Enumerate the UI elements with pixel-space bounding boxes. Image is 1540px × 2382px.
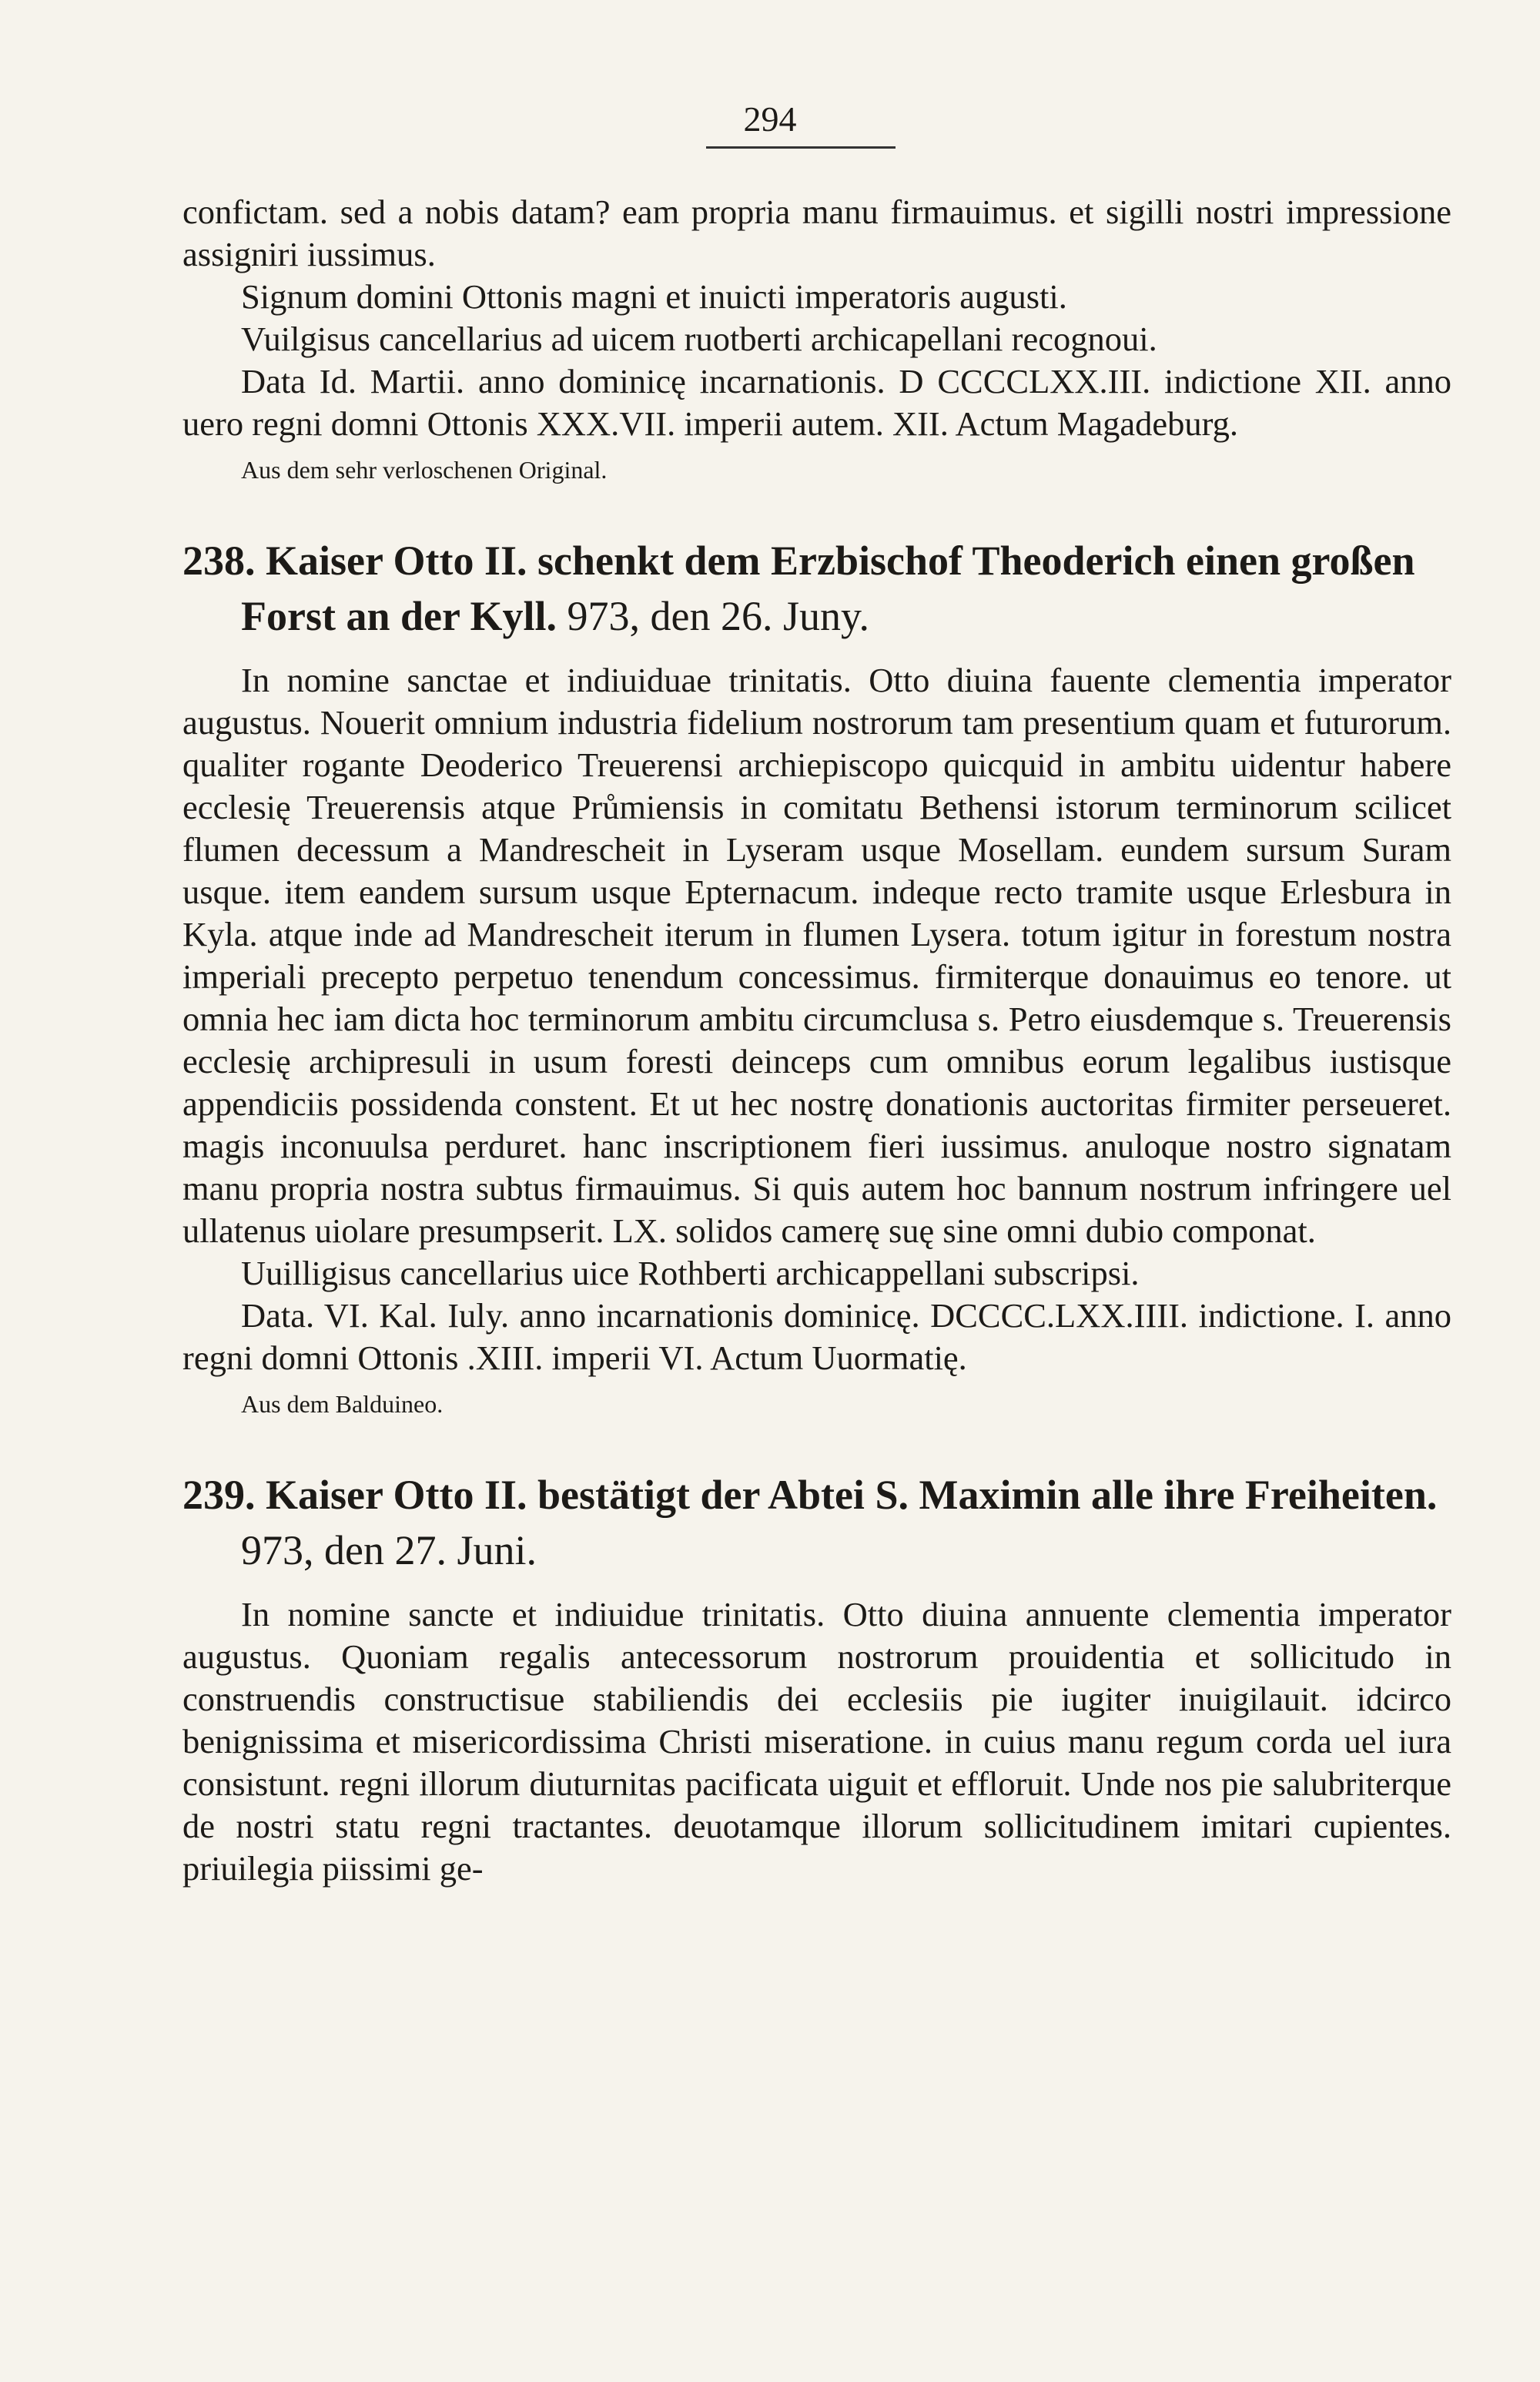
header-rule <box>706 146 896 149</box>
document-238-title: Kaiser Otto II. schenkt dem Erzbischof Theoderich einen großen Forst an der Kyll. <box>241 538 1415 639</box>
charter-end-recognition: Vuilgisus cancellarius ad uicem ruotberti archicapellani recognoui. <box>241 320 1157 358</box>
document-239-heading <box>182 1467 1451 1578</box>
document-239-date: 973, den 27. Juni. <box>241 1527 537 1573</box>
document-238-source-note: Aus dem Balduineo. <box>241 1390 444 1418</box>
document-238-subscription: Uuilligisus cancellarius uice Rothberti archicappellani subscripsi. <box>241 1254 1140 1292</box>
charter-end-signum: Signum domini Ottonis magni et inuicti imperatoris augusti. <box>241 277 1067 316</box>
document-239-body: In nomine sancte et indiuidue trinitatis. Otto diuina annuente clementia imperator augustus. Quoniam regalis antecessorum nostrorum prouidentia et sollicitudo in construendis constructisue stabiliendis dei ecclesiis pie iugiter inuigilauit. idcirco benignissima et misericordissima Christi miseratione. in cuius manu regum corda uel iura consistunt. regni illorum diuturnitas pacificata uiguit et effloruit. Unde nos pie salubriterque de nostri statu regni tractantes. deuotamque illorum sollicitudinem imitari cupientes. priuilegia piissimi ge- <box>182 1595 1451 1888</box>
document-239-title: Kaiser Otto II. bestätigt der Abtei S. Maximin alle ihre Freiheiten. <box>266 1472 1438 1518</box>
document-238-number: 238. <box>182 538 256 584</box>
document-239-number: 239. <box>182 1472 256 1518</box>
charter-end-dating: Data Id. Martii. anno dominicę incarnationis. D CCCCLXX.III. indictione XII. anno uero regni domni Ottonis XXX.VII. imperii autem. XII. Actum Magadeburg. <box>182 362 1451 443</box>
document-238-body: In nomine sanctae et indiuiduae trinitatis. Otto diuina fauente clementia imperator augustus. Nouerit omnium industria fidelium nostrorum tam presentium quam et futurorum. qualiter rogante Deoderico Treuerensi archiepiscopo quicquid in ambitu uidentur habere ecclesię Treuerensis atque Průmiensis in comitatu Bethensi istorum terminorum scilicet flumen decessum a Mandrescheit in Lyseram usque Mosellam. eundem sursum Suram usque. item eandem sursum usque Epternacum. indeque recto tramite usque Erlesbura in Kyla. atque inde ad Mandrescheit iterum in flumen Lysera. totum igitur in forestum nostra imperiali precepto perpetuo tenendum concessimus. firmiterque donauimus eo tenore. ut omnia hec iam dicta hoc terminorum ambitu circumclusa s. Petro eiusdemque s. Treuerensis ecclesię archipresuli in usum foresti deinceps cum omnibus eorum legalibus iustisque appendiciis possidenda constent. Et ut hec nostrę donationis auctoritas firmiter perseueret. magis inconuulsa perduret. hanc inscriptionem fieri iussimus. anuloque nostro signatam manu propria nostra subtus firmauimus. Si quis autem hoc bannum nostrum infringere uel ullatenus uiolare presumpserit. LX. solidos camerę suę sine omni dubio componat. <box>182 661 1451 1250</box>
charter-end-source-note: Aus dem sehr verloschenen Original. <box>241 456 608 484</box>
document-238-dating: Data. VI. Kal. Iuly. anno incarnationis dominicę. DCCCC.LXX.IIII. indictione. I. anno regni domni Ottonis .XIII. imperii VI. Actum Uuormatię. <box>182 1296 1451 1377</box>
document-238-heading <box>182 533 1451 644</box>
page-content <box>182 191 1451 1890</box>
page-number: 294 <box>743 99 797 139</box>
document-238-date: 973, den 26. Juny. <box>567 593 869 639</box>
charter-end-text: confictam. sed a nobis datam? eam propria manu firmauimus. et sigilli nostri impressione assigniri iussimus. <box>182 193 1451 273</box>
